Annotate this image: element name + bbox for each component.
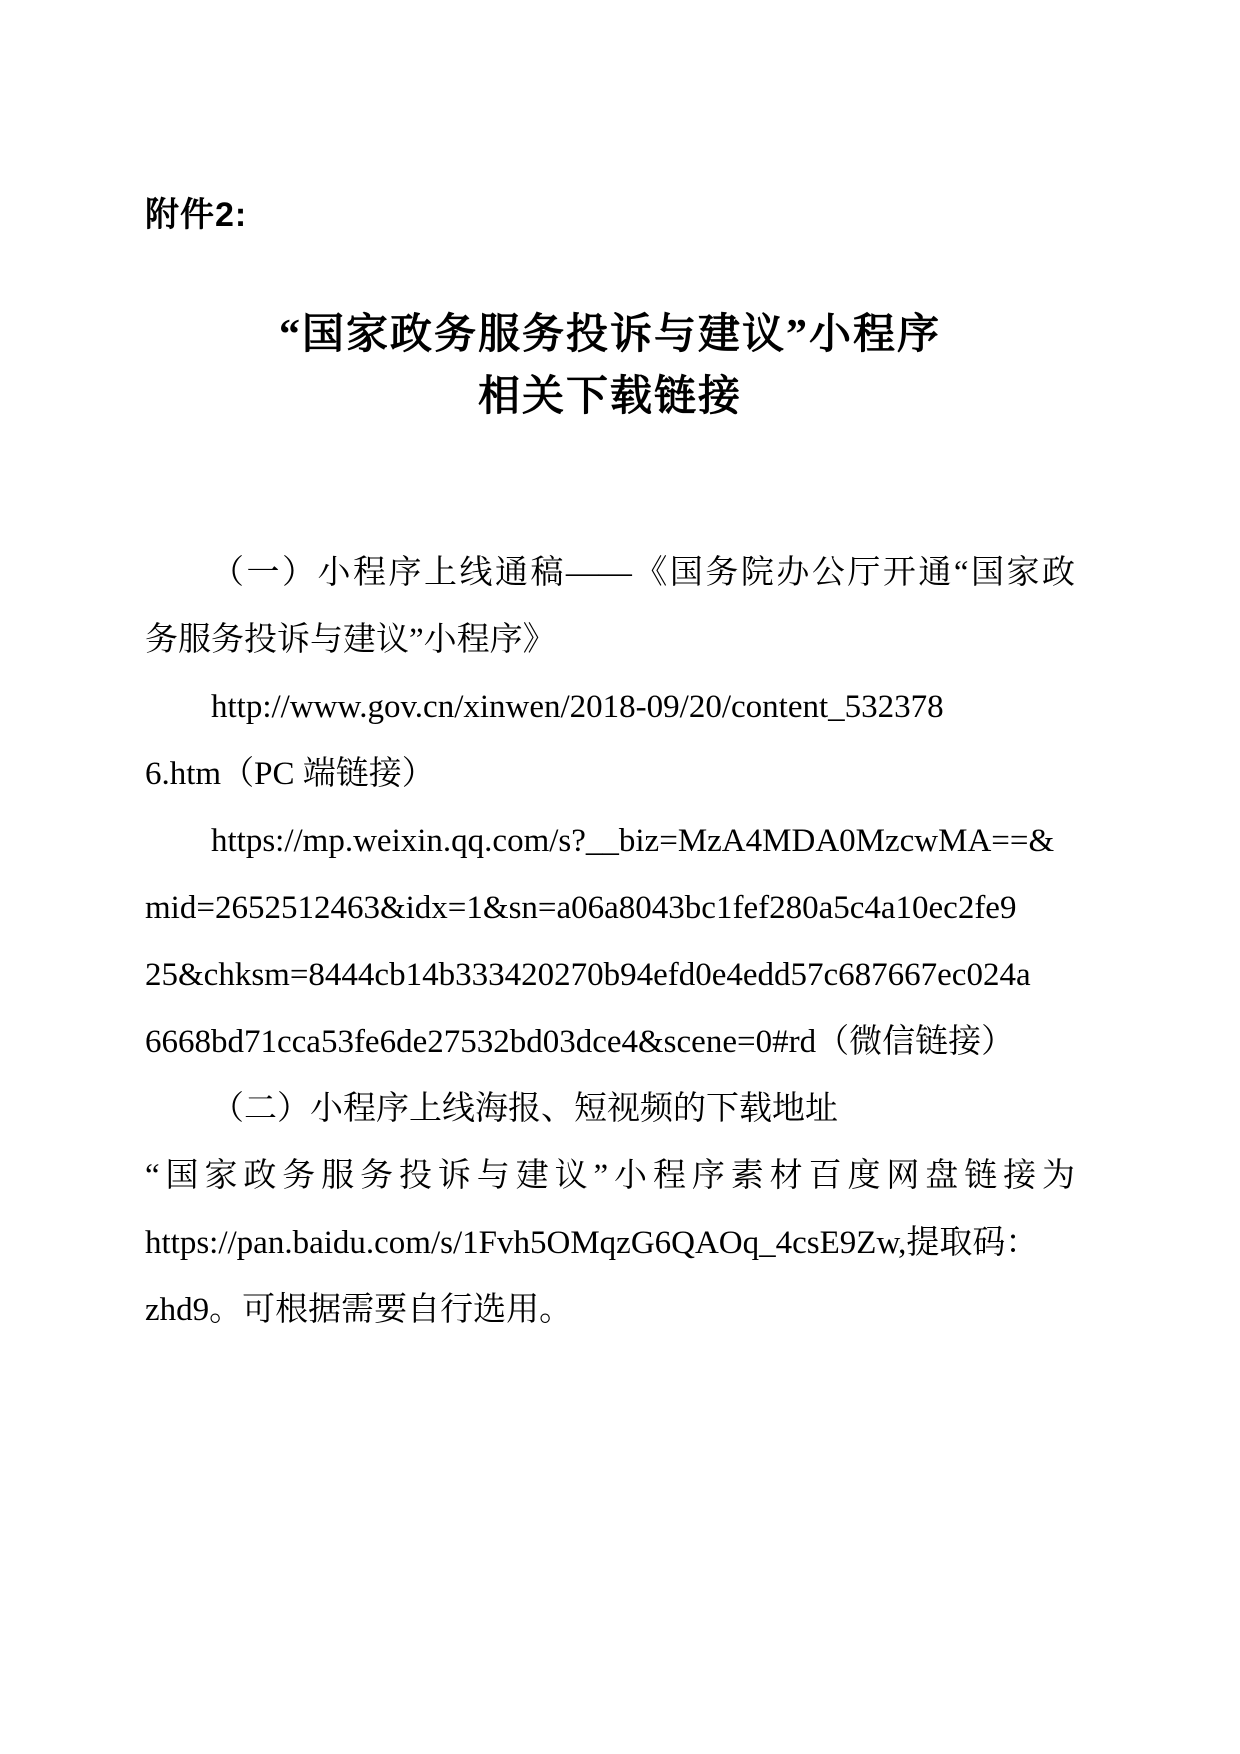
body-line: zhd9。可根据需要自行选用。	[145, 1292, 573, 1328]
body-line: （一）小程序上线通稿——《国务院办公厅开通“国家政	[211, 555, 1075, 591]
body-line-url: http://www.gov.cn/xinwen/2018-09/20/content_532378	[211, 689, 944, 725]
document-content	[145, 192, 1075, 1344]
document-body	[145, 540, 1075, 1344]
attachment-label: 附件2:	[145, 196, 248, 234]
body-line-url: https://pan.baidu.com/s/1Fvh5OMqzG6QAOq_4csE9Zw,提取码：	[145, 1225, 1039, 1261]
body-line-url: 25&chksm=8444cb14b333420270b94efd0e4edd57c687667ec024a	[145, 957, 1031, 993]
body-line: （二）小程序上线海报、短视频的下载地址	[211, 1091, 838, 1127]
document-title-line-1: “国家政务服务投诉与建议”小程序	[278, 312, 941, 358]
document-title	[145, 304, 1075, 428]
body-line: 6.htm（PC 端链接）	[145, 756, 435, 792]
body-line: 务服务投诉与建议”小程序》	[145, 622, 556, 658]
body-line: “国家政务服务投诉与建议”小程序素材百度网盘链接为	[145, 1158, 1075, 1194]
body-line-url: mid=2652512463&idx=1&sn=a06a8043bc1fef280a5c4a10ec2fe9	[145, 890, 1017, 926]
document-title-line-2: 相关下载链接	[477, 374, 742, 420]
body-line-url: 6668bd71cca53fe6de27532bd03dce4&scene=0#rd（微信链接）	[145, 1024, 1015, 1060]
body-line-url: https://mp.weixin.qq.com/s?__biz=MzA4MDA0MzcwMA==&	[211, 823, 1055, 859]
